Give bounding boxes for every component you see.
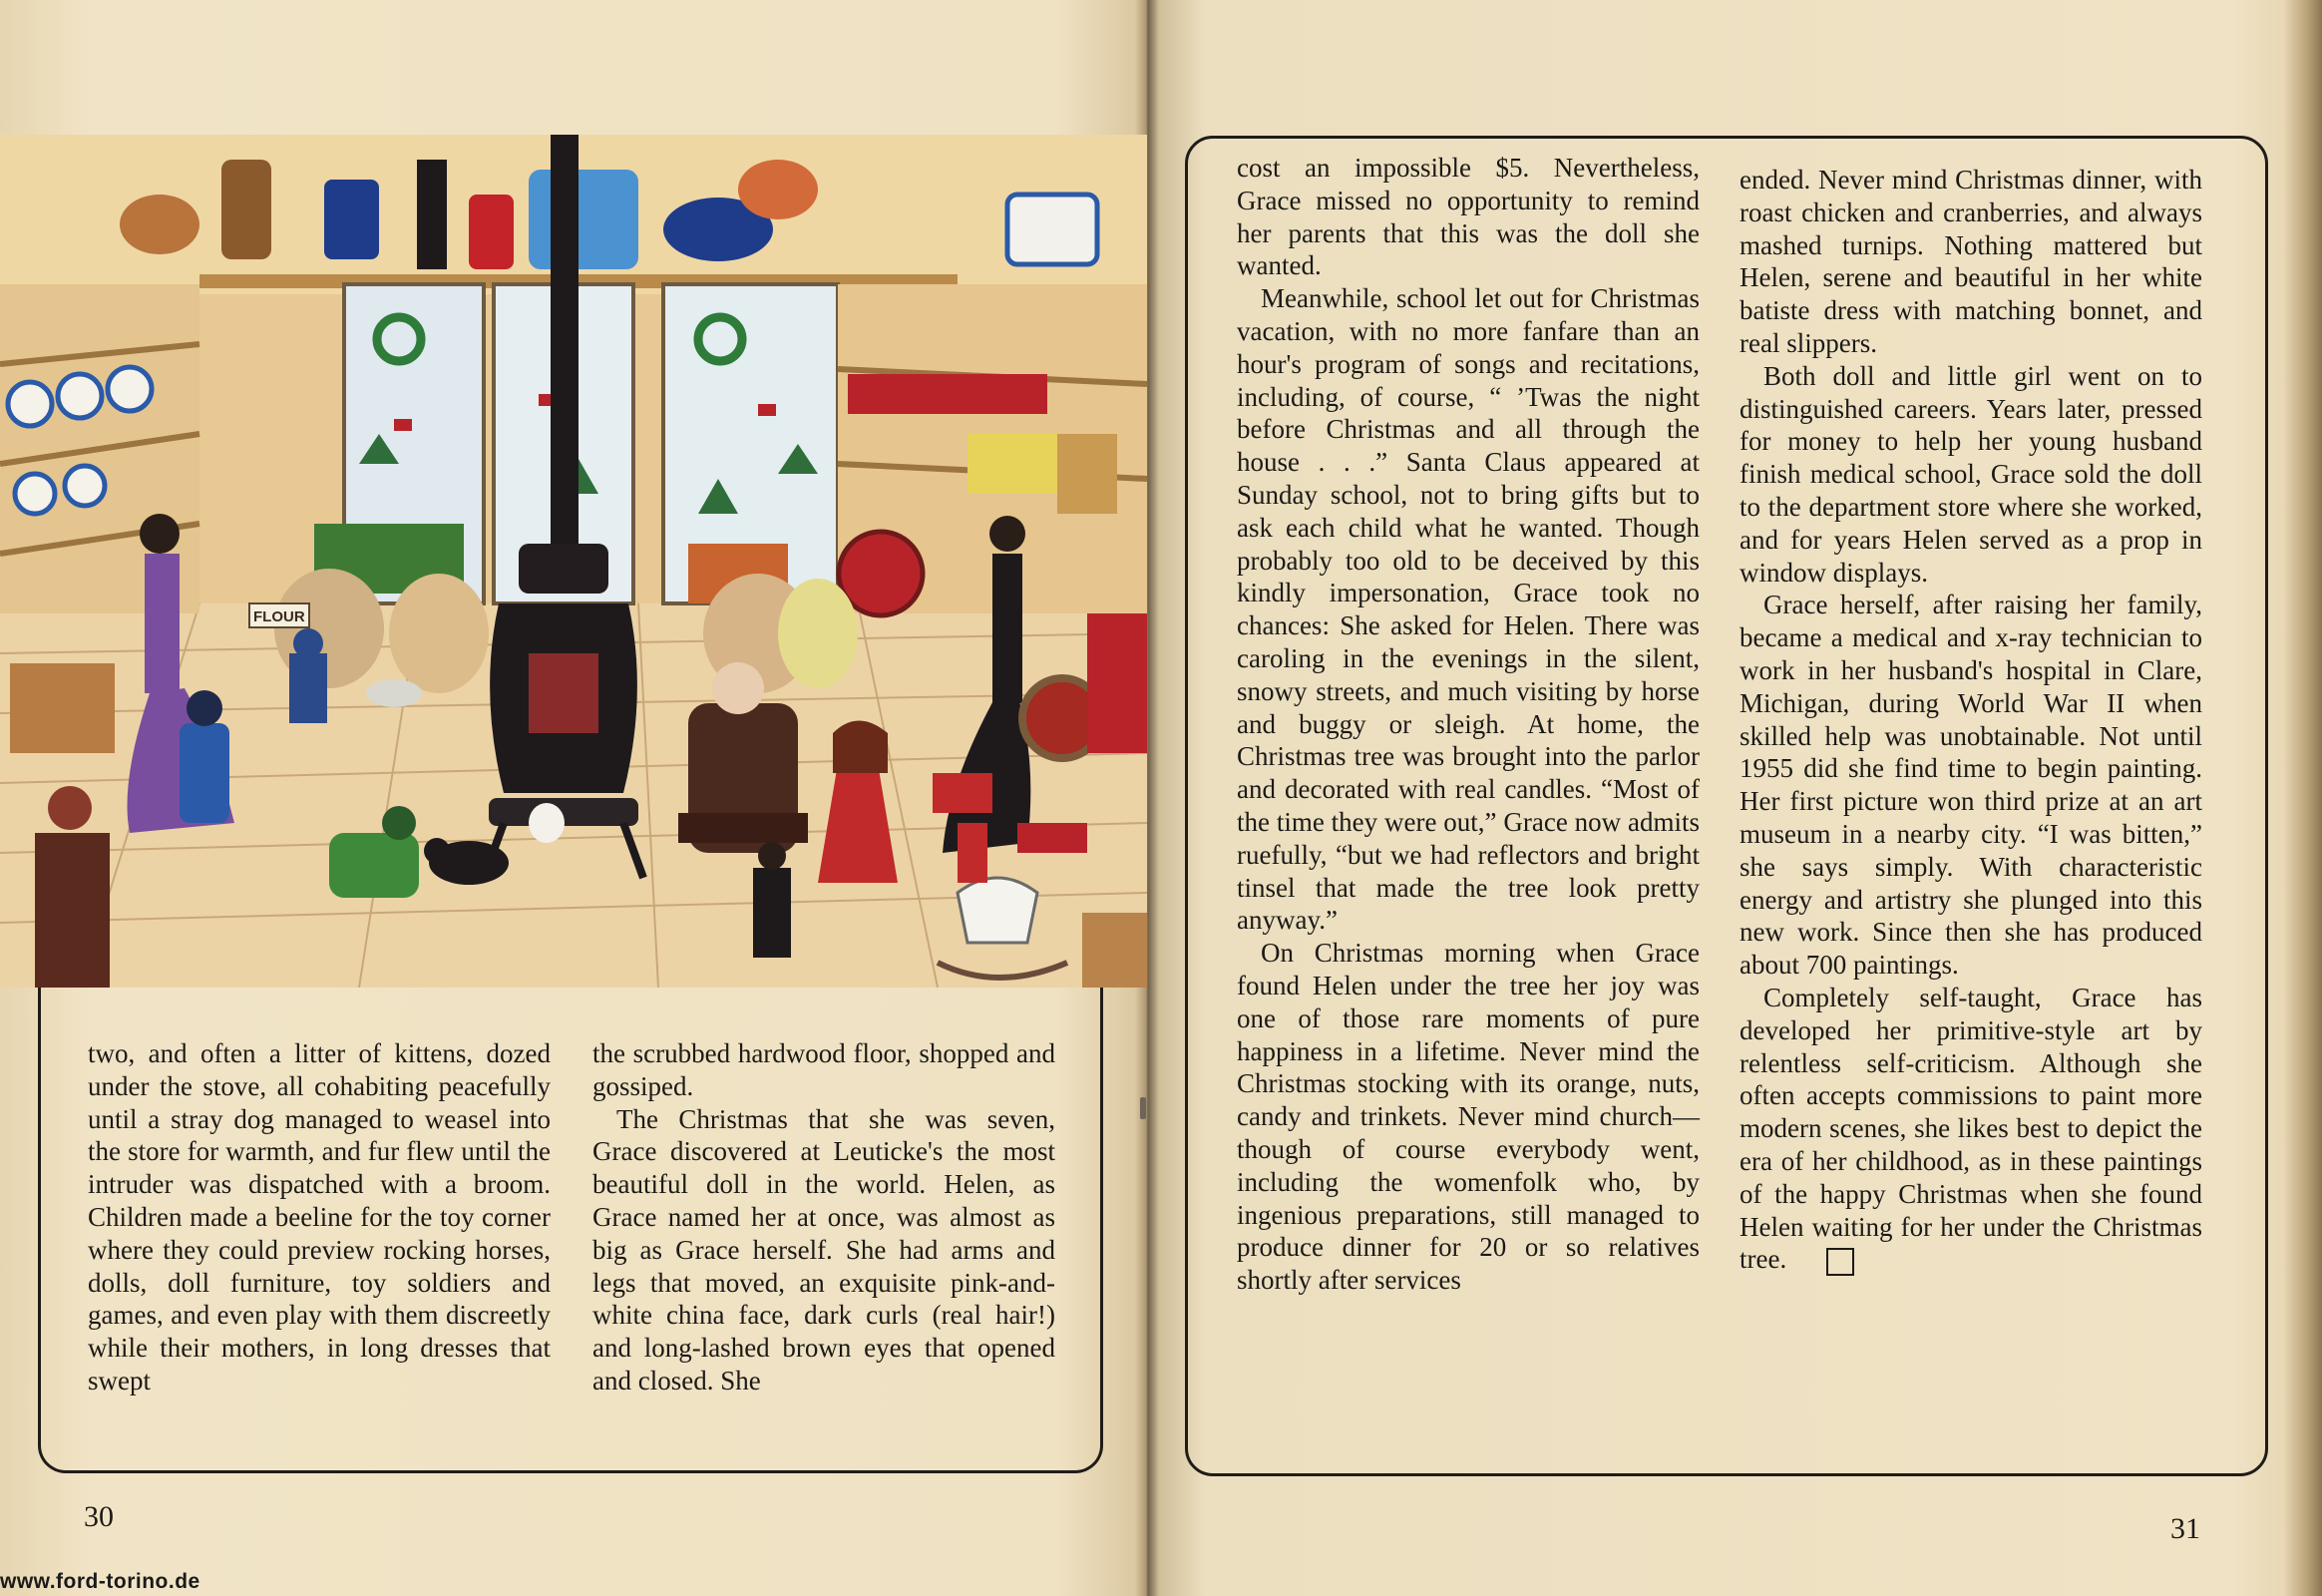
flour-sign (249, 603, 309, 627)
coffee-grinder (839, 532, 923, 615)
boy-in-black (753, 842, 791, 958)
last-paragraph (1740, 982, 2202, 1276)
paragraph: Both doll and little girl went on to distinguished careers. Years later, pressed for money to help her young husband finish medical school, Grace sold the doll to the department store where she worked, and for years Helen served as a prop in window displays. (1740, 360, 2202, 588)
paragraph: The Christmas that she was seven, Grace discovered at Leuticke's the most beautiful doll in the world. Helen, as Grace named her at once, was almost as big as Grace herself. She had arms and legs that moved, an exquisite pink-and-white china face, dark curls (real hair!) and long-lashed brown eyes that opened and closed. She (592, 1103, 1055, 1396)
paragraph: cost an impossible $5. Nevertheless, Grace missed no opportunity to remind her parents that this was the doll she wanted. (1237, 153, 1700, 281)
paragraph-text: Completely self-taught, Grace has developed her primitive-style art by relentless self-criticism. Although she often accepts commissions to paint more modern scenes, she likes best to depict the era of her childhood, as in these paintings of the happy Christmas when she found Helen waiting for her under the Christmas tree. (1740, 982, 2202, 1275)
barrel (1082, 913, 1147, 988)
store-painting (0, 135, 1147, 988)
paragraph: the scrubbed hardwood floor, shopped and gossiped. (592, 1038, 1055, 1101)
right-column-1 (1237, 152, 1700, 1297)
paragraph: two, and often a litter of kittens, dozed under the stove, all cohabiting peacefully until a stray dog managed to weasel into the store for warmth, and fur flew until the intruder was dispatched with a broom. Children made a beeline for the toy corner where they could preview rocking horses, dolls, doll furniture, toy soldiers and games, and even play with them discreetly while their mothers, in long dresses that swept (88, 1038, 551, 1396)
stacked-boxes (1087, 613, 1147, 753)
left-column-1 (88, 1037, 551, 1397)
flour-label: FLOUR (253, 608, 305, 625)
right-column-2 (1740, 164, 2202, 1276)
painting-svg (0, 135, 1147, 988)
page-number-right: 31 (2170, 1512, 2200, 1545)
child-in-blue (180, 690, 229, 823)
end-mark-icon (1826, 1248, 1854, 1276)
page-edge (2284, 0, 2322, 1596)
binding-stitch (1140, 1097, 1146, 1119)
paragraph: Meanwhile, school let out for Christmas vacation, with no more fanfare than an hour's program of songs and recitations, including, of course, “ ’Twas the night before Christmas and all through the house . . .” Santa Claus appeared at Sunday school, not to bring gifts but to ask each child what he wanted. Though probably too old to be deceived by this kindly impersonation, Grace took no chances: She asked for Helen. There was caroling in the evenings in the silent, snowy streets, and much visiting by horse and buggy or sleigh. At home, the Christmas tree was brought into the parlor and decorated with real candles. “Most of the time they were out,” Grace now admits ruefully, “but we had reflectors and bright tinsel that made the tree look pretty anyway.” (1237, 283, 1700, 936)
paragraph: On Christmas morning when Grace found Helen under the tree her joy was one of those rare moments of pure happiness in a lifetime. Never mind the Christmas stocking with its orange, nuts, candy and trinkets. Never mind church—though of course everybody went, including the womenfolk who, by ingenious preparations, still managed to produce dinner for 20 or so relatives shortly after services (1237, 938, 1700, 1296)
page-number-left: 30 (84, 1500, 114, 1533)
source-watermark: www.ford-torino.de (0, 1570, 200, 1593)
paragraph: Grace herself, after raising her family, became a medical and x-ray technician to work in her husband's hospital in Clare, Michigan, during World War II when skilled help was unobtainable. Not until 1955 did she find time to begin painting. Her first picture won third prize at an art museum in a nearby city. “I was bitten,” she says simply. With characteristic energy and artistry she plunged into this new work. Since then she has produced about 700 paintings. (1740, 590, 2202, 981)
paragraph: ended. Never mind Christmas dinner, with roast chicken and cranberries, and always mashed turnips. Nothing mattered but Helen, serene and beautiful in her white batiste dress with matching bonnet, and real slippers. (1740, 165, 2202, 358)
left-column-2 (592, 1037, 1055, 1397)
boy-in-blue (289, 628, 327, 723)
